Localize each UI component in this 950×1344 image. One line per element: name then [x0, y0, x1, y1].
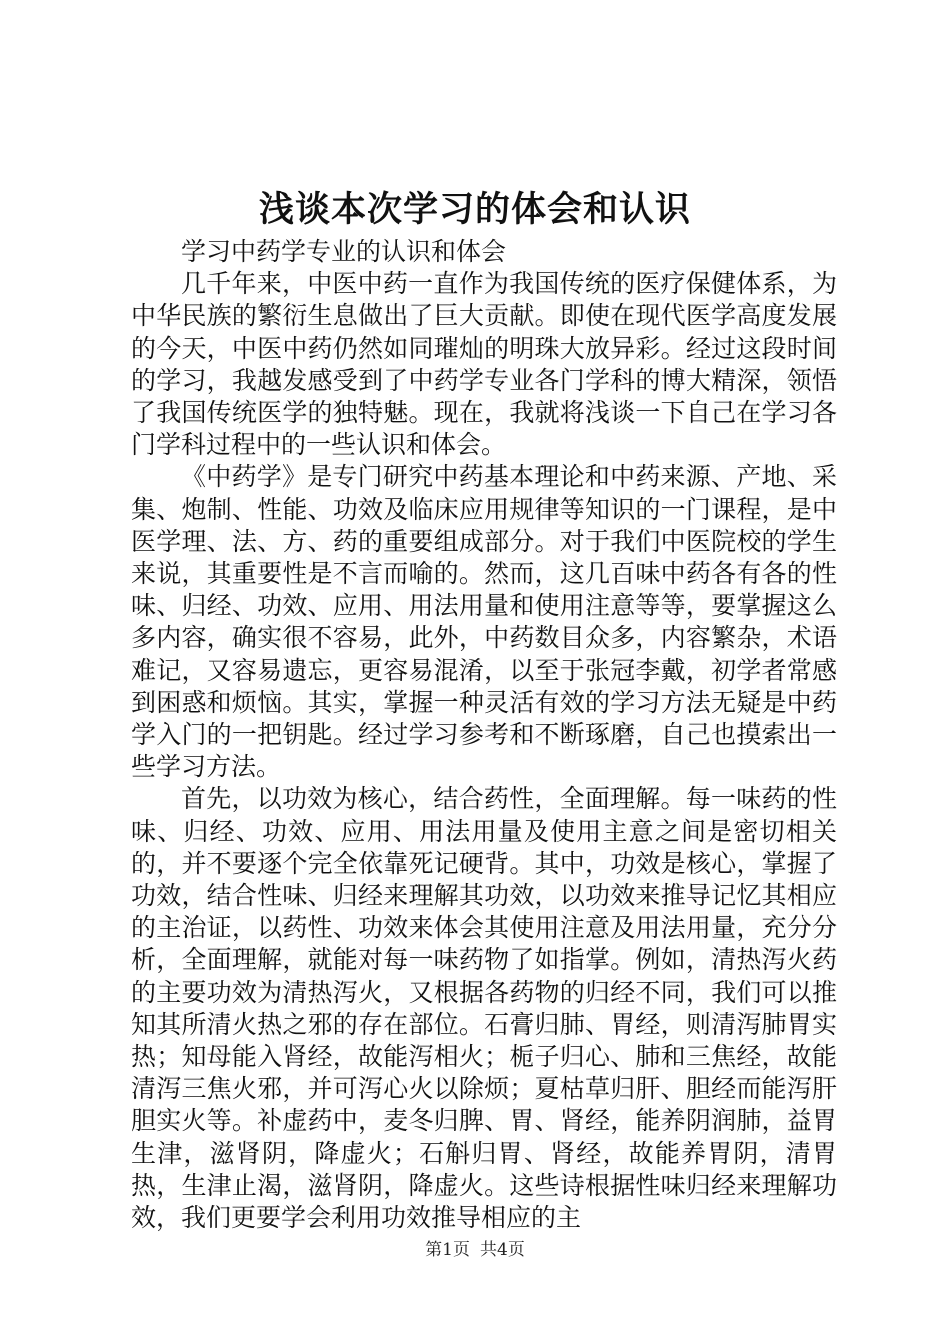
page-number: 第1页 — [425, 1240, 470, 1260]
document-title: 浅谈本次学习的体会和认识 — [258, 190, 691, 230]
body-paragraph: 《中药学》是专门研究中药基本理论和中药来源、产地、采集、炮制、性能、功效及临床应用规律等知识的一门课程，是中医学理、法、方、药的重要组成部分。对于我们中医院校的学生来说，其重要性是不言而喻的。然而，这几百味中药各有各的性味、归经、功效、应用、用法用量和使用注意等等，要掌握这么多内容，确实很不容易，此外，中药数目众多，内容繁杂，术语难记，又容易遗忘，更容易混淆，以至于张冠李戴，初学者常感到困惑和烦恼。其实，掌握一种灵活有效的学习方法无疑是中药学入门的一把钥匙。经过学习参考和不断琢磨，自己也摸索出一些学习方法。 — [131, 462, 837, 782]
page-total: 共4页 — [480, 1240, 525, 1260]
body-paragraph: 几千年来，中医中药一直作为我国传统的医疗保健体系，为中华民族的繁衍生息做出了巨大贡献。即使在现代医学高度发展的今天，中医中药仍然如同璀灿的明珠大放异彩。经过这段时间的学习，我越发感受到了中药学专业各门学科的博大精深，领悟了我国传统医学的独特魅。现在，我就将浅谈一下自己在学习各门学科过程中的一些认识和体会。 — [131, 269, 837, 460]
page-footer — [0, 1238, 950, 1262]
body-paragraph: 首先，以功效为核心，结合药性，全面理解。每一味药的性味、归经、功效、应用、用法用量及使用主意之间是密切相关的，并不要逐个完全依靠死记硬背。其中，功效是核心，掌握了功效，结合性味、归经来理解其功效，以功效来推导记忆其相应的主治证，以药性、功效来体会其使用注意及用法用量，充分分析，全面理解，就能对每一味药物了如指掌。例如，清热泻火药的主要功效为清热泻火，又根据各药物的归经不同，我们可以推知其所清火热之邪的存在部位。石膏归肺、胃经，则清泻肺胃实热；知母能入肾经，故能泻相火；栀子归心、肺和三焦经，故能清泻三焦火邪，并可泻心火以除烦；夏枯草归肝、胆经而能泻肝胆实火等。补虚药中，麦冬归脾、胃、肾经，能养阴润肺，益胃生津，滋肾阴，降虚火；石斛归胃、肾经，故能养胃阴，清胃热，生津止渴，滋肾阴，降虚火。这些诗根据性味归经来理解功效，我们更要学会利用功效推导相应的主 — [131, 784, 837, 1233]
document-body — [131, 236, 837, 1234]
subtitle-paragraph: 学习中药学专业的认识和体会 — [181, 237, 507, 266]
